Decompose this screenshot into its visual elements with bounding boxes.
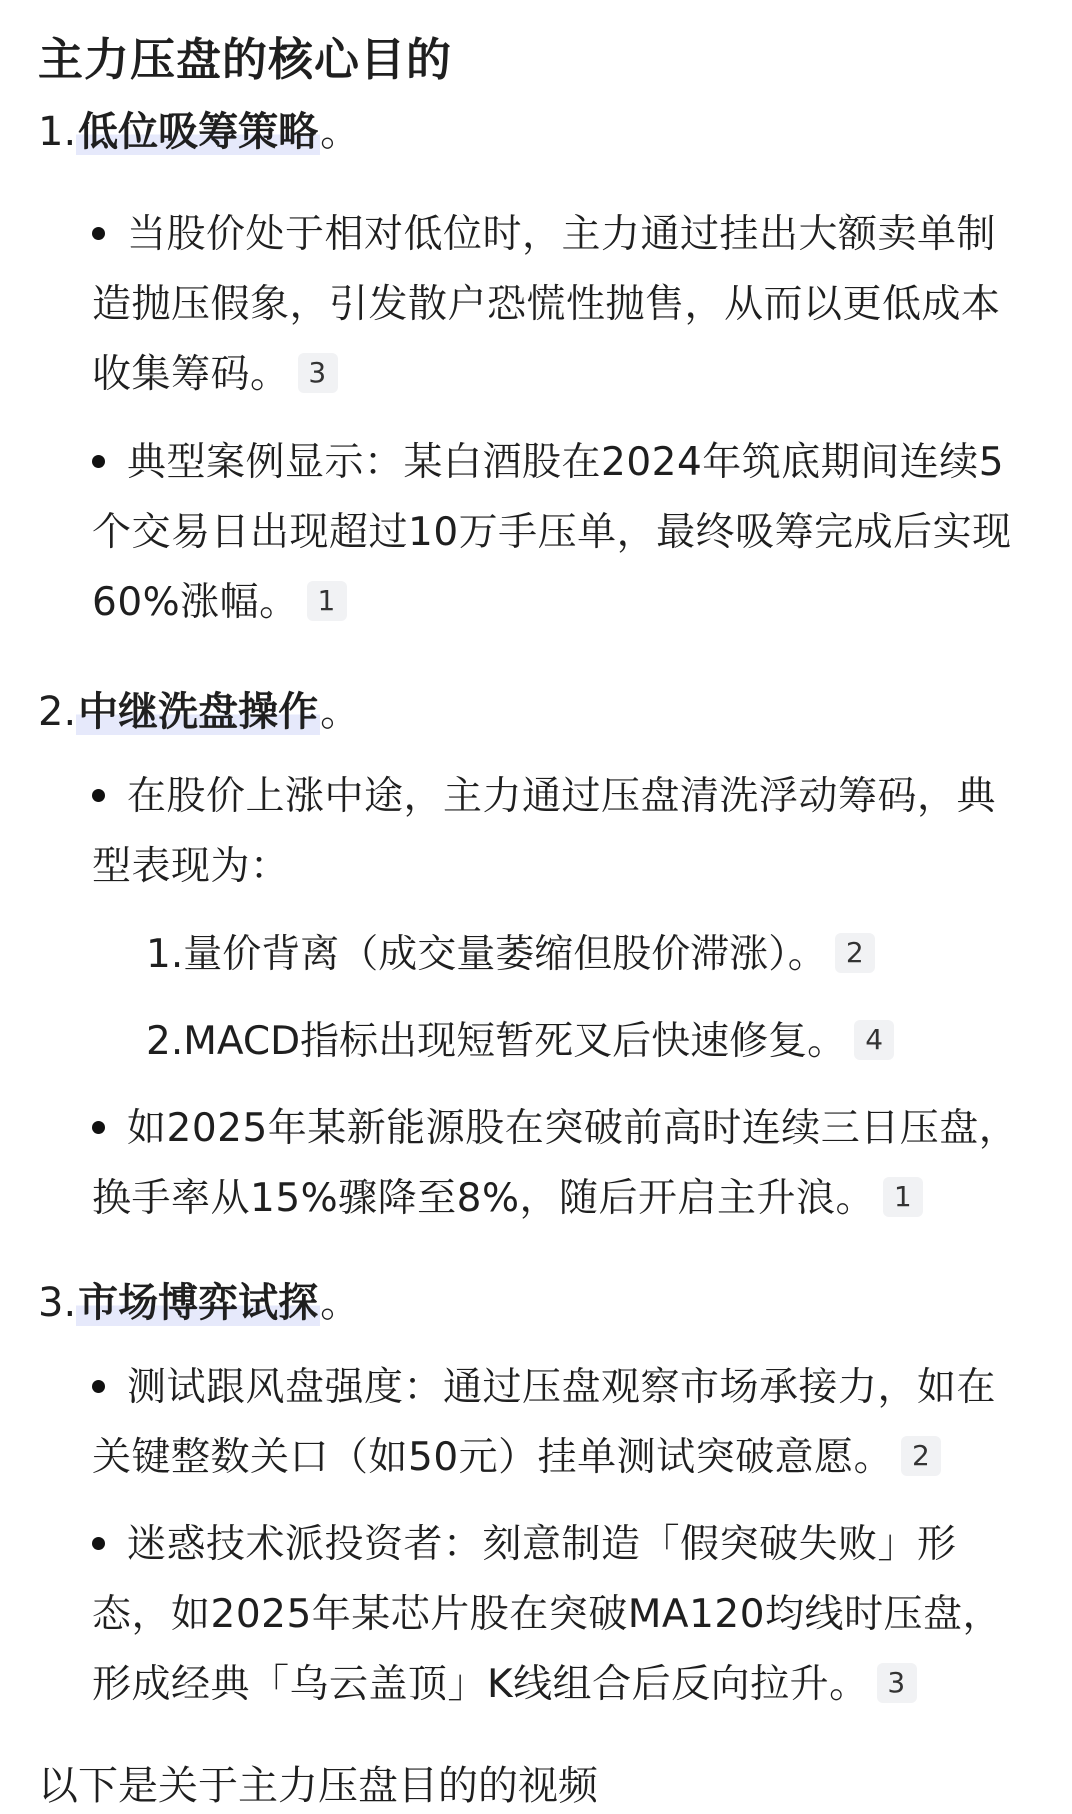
citation-badge[interactable]: 1 [307, 581, 347, 621]
section-suffix: 。 [320, 689, 361, 735]
bullet-dot-icon [92, 1380, 105, 1393]
section-number: 3. [38, 1280, 77, 1326]
citation-badge[interactable]: 3 [298, 353, 338, 393]
bullet-text: 在股价上涨中途，主力通过压盘清洗浮动筹码，典型表现为： [92, 774, 997, 889]
citation-badge[interactable]: 2 [835, 933, 875, 973]
citation-badge[interactable]: 2 [901, 1436, 941, 1476]
bullet-text: 测试跟风盘强度：通过压盘观察市场承接力，如在关键整数关口（如50元）挂单测试突破意愿。 [92, 1365, 997, 1480]
sub-list-item [146, 920, 1046, 990]
list-item [92, 1353, 1032, 1493]
bullet-text: 当股价处于相对低位时，主力通过挂出大额卖单制造抛压假象，引发散户恐慌性抛售，从而以更低成本收集筹码。 [92, 212, 1001, 397]
sub-item-number: 2. [146, 1019, 184, 1064]
sub-item-number: 1. [146, 932, 184, 977]
bullet-text: 如2025年某新能源股在突破前高时连续三日压盘，换手率从15%骤降至8%，随后开启主升浪。 [92, 1106, 1019, 1221]
bullet-text: 迷惑技术派投资者：刻意制造「假突破失败」形态，如2025年某芯片股在突破MA120均线时压盘，形成经典「乌云盖顶」K线组合后反向拉升。 [92, 1522, 1003, 1707]
bullet-dot-icon [92, 789, 105, 802]
citation-badge[interactable]: 1 [883, 1177, 923, 1217]
section-number: 2. [38, 689, 77, 735]
bullet-dot-icon [92, 227, 105, 240]
section-number: 1. [38, 109, 77, 155]
sub-item-text: MACD指标出现短暂死叉后快速修复。 [183, 1019, 847, 1064]
sub-item-text: 量价背离（成交量萎缩但股价滞涨）。 [183, 932, 827, 977]
citation-badge[interactable]: 4 [854, 1020, 894, 1060]
section-label: 低位吸筹策略 [78, 109, 319, 155]
list-item [92, 200, 1032, 410]
list-item [92, 428, 1032, 638]
section-2-title [38, 684, 360, 740]
video-section-heading: 以下是关于主力压盘目的的视频 [38, 1763, 598, 1809]
section-suffix: 。 [320, 1280, 361, 1326]
bullet-dot-icon [92, 1121, 105, 1134]
list-item [92, 762, 1032, 902]
bullet-text: 典型案例显示：某白酒股在2024年筑底期间连续5个交易日出现超过10万手压单，最终吸筹完成后实现60%涨幅。 [92, 440, 1012, 625]
bullet-dot-icon [92, 1537, 105, 1550]
sub-list-item [146, 1007, 1046, 1077]
bullet-dot-icon [92, 455, 105, 468]
citation-badge[interactable]: 3 [877, 1663, 917, 1703]
list-item [92, 1094, 1032, 1234]
list-item [92, 1510, 1032, 1720]
section-3-title [38, 1275, 360, 1331]
page-title: 主力压盘的核心目的 [38, 33, 453, 86]
section-label: 市场博弈试探 [78, 1280, 319, 1326]
section-1-title [38, 104, 360, 160]
section-label: 中继洗盘操作 [78, 689, 319, 735]
section-suffix: 。 [320, 109, 361, 155]
